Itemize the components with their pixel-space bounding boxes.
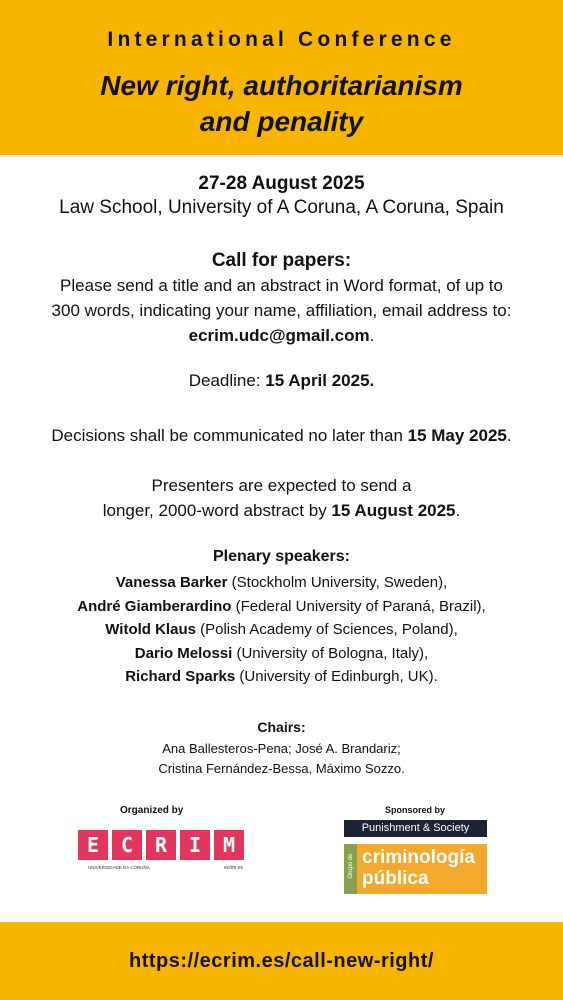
- plenary-heading: Plenary speakers:: [213, 548, 350, 565]
- call-email-line: [0, 323, 563, 348]
- title-line-1: New right, authoritarianism: [100, 70, 463, 101]
- chairs-heading: Chairs:: [257, 719, 306, 735]
- presenters-line-2: [0, 498, 563, 523]
- ecrim-logo-letters: [78, 830, 243, 860]
- ecrim-logo[interactable]: [78, 830, 243, 875]
- speaker-name: Witold Klaus: [105, 621, 196, 638]
- presenters-date: 15 August 2025: [331, 501, 456, 520]
- speaker-item: [0, 642, 563, 666]
- call-url-link[interactable]: https://ecrim.es/call-new-right/: [129, 950, 434, 972]
- speaker-name: André Giamberardino: [77, 597, 232, 615]
- ecrim-letter: M: [214, 830, 244, 860]
- presenters-suffix: .: [455, 501, 461, 520]
- deadline: [0, 371, 563, 391]
- speaker-item: [0, 571, 563, 595]
- decisions-suffix: .: [506, 426, 512, 445]
- presenters-line-1: Presenters are expected to send a: [151, 476, 412, 495]
- ecrim-letter: R: [146, 830, 176, 860]
- criminologia-publica-logo[interactable]: [344, 844, 487, 894]
- decisions-date: 15 May 2025: [407, 426, 507, 445]
- call-heading: Call for papers:: [211, 250, 352, 271]
- cp-side-band: [344, 844, 357, 894]
- speaker-item: [0, 595, 563, 619]
- header-banner: [0, 0, 563, 155]
- presenters: [0, 473, 563, 523]
- cp-side-text: Grupo de: [348, 853, 354, 879]
- decisions: [0, 426, 563, 446]
- speaker-item: [0, 665, 563, 689]
- footer-banner: [0, 922, 563, 1000]
- cp-line-1: criminología: [362, 847, 475, 868]
- punishment-society-logo[interactable]: Punishment & Society: [344, 820, 487, 837]
- ecrim-site: ecrim.es: [224, 865, 243, 871]
- email-suffix: .: [369, 326, 375, 345]
- ecrim-letter: E: [78, 830, 108, 860]
- chairs-line-2: Cristina Fernández-Bessa, Máximo Sozzo.: [158, 761, 405, 776]
- conference-title: [0, 68, 563, 140]
- deadline-date: 15 April 2025.: [265, 371, 375, 390]
- chairs-list: [0, 739, 563, 779]
- speaker-affiliation: (Stockholm University, Sweden),: [227, 574, 448, 591]
- speaker-name: Richard Sparks: [125, 668, 236, 685]
- contact-email[interactable]: ecrim.udc@gmail.com: [188, 326, 370, 345]
- ecrim-letter: C: [112, 830, 142, 860]
- presenters-text: longer, 2000-word abstract by: [102, 501, 332, 520]
- call-line-2: 300 words, indicating your name, affiliation, email address to:: [51, 301, 512, 320]
- speaker-affiliation: (Polish Academy of Sciences, Poland),: [195, 621, 458, 638]
- speaker-affiliation: (University of Edinburgh, UK).: [235, 668, 438, 685]
- ecrim-university: UNIVERSIDADE DA CORUÑA: [88, 865, 150, 870]
- speaker-affiliation: (Federal University of Paraná, Brazil),: [231, 597, 486, 615]
- speaker-name: Vanessa Barker: [115, 574, 228, 591]
- sponsored-by-label: Sponsored by: [385, 805, 446, 815]
- call-line-1: Please send a title and an abstract in Word format, of up to: [60, 276, 503, 295]
- decisions-text: Decisions shall be communicated no later than: [51, 426, 408, 445]
- title-line-2: and penality: [199, 106, 364, 137]
- conference-kicker: International Conference: [107, 28, 456, 51]
- organized-by-label: Organized by: [120, 805, 184, 816]
- cp-line-2: pública: [362, 868, 429, 889]
- speaker-list: [0, 571, 563, 689]
- call-text: [0, 273, 563, 348]
- event-date: 27-28 August 2025: [198, 173, 365, 194]
- ecrim-letter: I: [180, 830, 210, 860]
- speaker-item: [0, 618, 563, 642]
- deadline-label: Deadline:: [188, 371, 266, 390]
- speaker-name: Dario Melossi: [134, 644, 233, 662]
- speaker-affiliation: (University of Bologna, Italy),: [232, 644, 429, 662]
- event-venue: Law School, University of A Coruna, A Coruna, Spain: [59, 197, 504, 218]
- chairs-line-1: Ana Ballesteros-Pena; José A. Brandariz;: [162, 741, 401, 756]
